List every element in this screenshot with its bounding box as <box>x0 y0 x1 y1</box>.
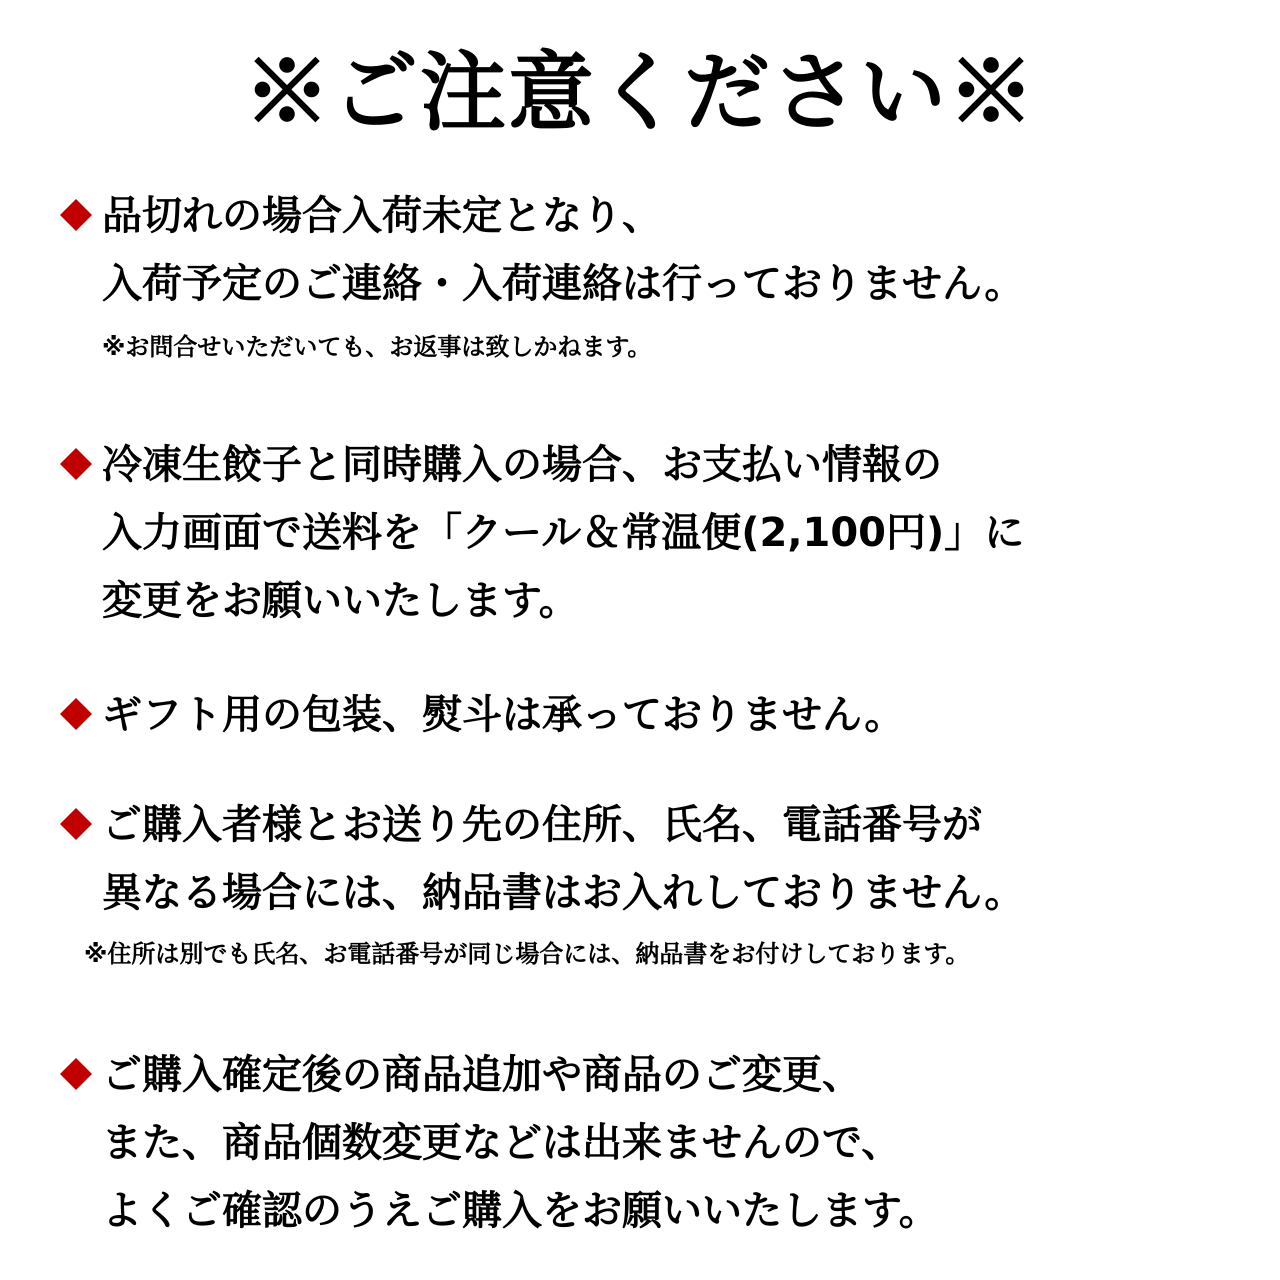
red-diamond-icon <box>60 698 92 730</box>
notice-3-line-1: ギフト用の包装、熨斗は承っておりません。 <box>102 692 905 738</box>
notice-2-line-2: 入力画面で送料を「クール＆常温便(2,100円)」に <box>102 510 1025 556</box>
red-diamond-icon <box>60 1058 92 1090</box>
notice-5-line-2: また、商品個数変更などは出来ませんので、 <box>102 1120 902 1166</box>
red-diamond-icon <box>60 808 92 840</box>
notice-1-note: ※お問合せいただいても、お返事は致しかねます。 <box>102 333 652 361</box>
notice-5-line-1: ご購入確定後の商品追加や商品のご変更、 <box>102 1052 862 1098</box>
red-diamond-icon <box>60 448 92 480</box>
notice-4-line-1: ご購入者様とお送り先の住所、氏名、電話番号が <box>102 802 982 848</box>
red-diamond-icon <box>60 199 92 231</box>
notice-1-line-1: 品切れの場合入荷未定となり、 <box>102 193 662 239</box>
notice-4-line-2: 異なる場合には、納品書はお入れしておりません。 <box>102 870 1025 916</box>
notice-1-line-2: 入荷予定のご連絡・入荷連絡は行っておりません。 <box>102 261 1025 307</box>
notice-4-note: ※住所は別でも氏名、お電話番号が同じ場合には、納品書をお付けしております。 <box>84 940 970 968</box>
page-title: ※ご注意ください※ <box>244 42 1036 143</box>
notice-2-line-1: 冷凍生餃子と同時購入の場合、お支払い情報の <box>102 442 942 488</box>
notice-2-line-3: 変更をお願いいたします。 <box>102 578 579 624</box>
notice-5-line-3: よくご確認のうえご購入をお願いいたします。 <box>102 1188 939 1234</box>
